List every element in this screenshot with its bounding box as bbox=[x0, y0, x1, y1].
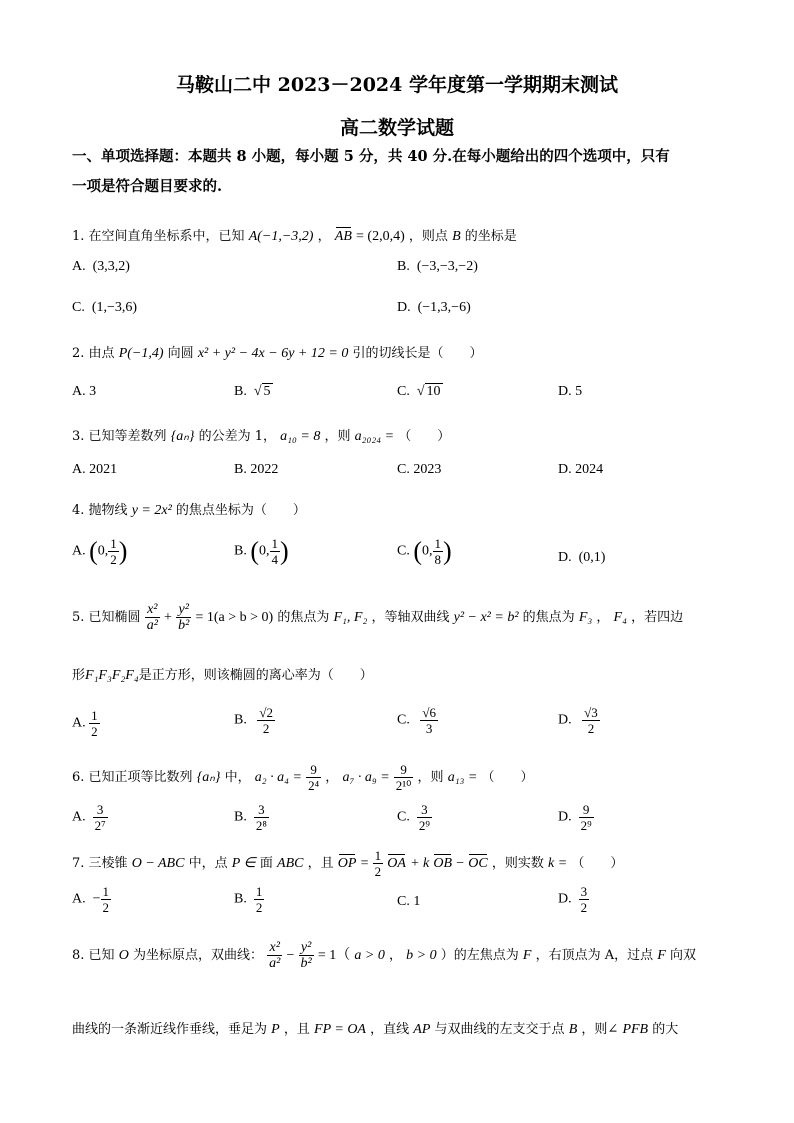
fraction-numerator: √6 bbox=[422, 705, 436, 720]
fraction-numerator: y² bbox=[299, 940, 314, 956]
option-text: 5 bbox=[263, 384, 271, 399]
option-label: C. bbox=[72, 300, 85, 315]
math-expr: P ∈ bbox=[231, 856, 256, 871]
exam-subtitle: 高二数学试题 bbox=[339, 117, 454, 139]
question-5: 5. 已知椭圆 $\frac{\text{x²}}{\text{a²}}$ + $\frac{\text{y²}}{\text{b²}}$ = 1(a > b > 0) 的焦点为 F₁, F₂ ，等轴双曲线 y² − x² = b² 的焦点为 F₃ ， F₄ ，若四边 bbox=[72, 602, 684, 633]
section-heading-line2: 一项是符合题目要求的. bbox=[72, 178, 223, 195]
fraction-numerator: 3 bbox=[580, 884, 588, 899]
fraction-denominator: 2 bbox=[580, 900, 588, 915]
option-7b bbox=[234, 884, 264, 915]
option-label: D. bbox=[558, 809, 572, 825]
math-expr: y² − x² = b² bbox=[453, 610, 519, 625]
fraction-denominator: b² bbox=[300, 956, 312, 971]
option-label: C. bbox=[397, 462, 410, 477]
option-label: B. bbox=[397, 259, 410, 274]
math-expr: − bbox=[456, 856, 465, 871]
question-text: ，且 bbox=[283, 1022, 310, 1037]
math-expr: B bbox=[568, 1022, 578, 1037]
math-expr: a > 0 bbox=[354, 948, 385, 963]
option-3a bbox=[72, 462, 117, 478]
fraction-denominator: 2 bbox=[587, 721, 595, 736]
math-expr: F₄ bbox=[613, 610, 627, 625]
question-text: 三棱锥 bbox=[88, 856, 128, 871]
option-7c bbox=[397, 894, 420, 910]
math-expr: ABC bbox=[277, 856, 304, 871]
option-label: B. bbox=[234, 462, 247, 477]
question-text: 的公差为 1， bbox=[198, 429, 277, 444]
fraction-numerator: 3 bbox=[93, 802, 108, 818]
math-expr: F₁, F₂ bbox=[333, 610, 368, 625]
fraction-denominator: 2¹⁰ bbox=[395, 778, 412, 793]
fraction-denominator: 3 bbox=[425, 721, 433, 736]
question-text: （ ） bbox=[481, 770, 534, 785]
question-5-line2 bbox=[72, 664, 732, 684]
option-1a bbox=[72, 259, 130, 275]
question-text: 的焦点坐标为（ ） bbox=[175, 503, 306, 518]
question-text: ，等轴双曲线 bbox=[371, 610, 450, 625]
question-3 bbox=[72, 425, 732, 445]
math-expr: F bbox=[522, 948, 532, 963]
option-label: D. bbox=[558, 712, 572, 728]
option-text: 10 bbox=[426, 384, 441, 399]
option-5b bbox=[234, 705, 275, 736]
option-text: 3 bbox=[89, 384, 97, 399]
option-label: B. bbox=[234, 543, 247, 559]
fraction-denominator: 2 bbox=[262, 721, 270, 736]
option-text: (3,3,2) bbox=[92, 259, 130, 274]
math-expr: a₁₀ = 8 bbox=[280, 429, 321, 444]
math-expr: O bbox=[118, 948, 129, 963]
option-label: D. bbox=[558, 891, 572, 907]
option-2b: B. √ 5 bbox=[234, 384, 271, 399]
question-text: 中，点 bbox=[188, 856, 228, 871]
exam-title: 马鞍山二中 2023－2024 学年度第一学期期末测试 bbox=[176, 74, 618, 96]
question-text: ， bbox=[596, 610, 610, 625]
question-text: 在空间直角坐标系中，已知 bbox=[88, 229, 245, 244]
option-1d bbox=[397, 300, 471, 316]
question-text: ，则 bbox=[324, 429, 351, 444]
question-number: 5. bbox=[72, 610, 85, 625]
question-text: 形 bbox=[72, 668, 86, 683]
question-8: 8. 已知 O 为坐标原点，双曲线： $\frac{\text{x²}}{\text{a²}}$ − $\frac{\text{y²}}{\text{b²}}$ = 1（ a > 0 ， b > 0 ）的左焦点为 F ，右顶点为 A，过点 F 向双 bbox=[72, 940, 696, 971]
fraction-denominator: 2⁴ bbox=[308, 778, 320, 793]
option-3b bbox=[234, 462, 278, 478]
question-text: ，若四边 bbox=[631, 610, 684, 625]
question-text: 曲线的一条渐近线作垂线，垂足为 bbox=[72, 1022, 268, 1037]
question-text: （ ） bbox=[571, 856, 624, 871]
option-text: 5 bbox=[575, 384, 583, 399]
math-expr: A(−1,−3,2) bbox=[248, 229, 314, 244]
math-expr: a₂₀₂₄ = bbox=[354, 429, 395, 444]
question-text: 引的切线长是（ ） bbox=[352, 346, 483, 361]
option-label: A. bbox=[72, 462, 86, 477]
math-expr: a₂ · a₄ = bbox=[254, 770, 302, 785]
option-label: A. bbox=[72, 259, 86, 274]
option-label: C. bbox=[397, 809, 410, 825]
question-text: 向双 bbox=[669, 948, 696, 963]
fraction-numerator: y² bbox=[176, 602, 191, 618]
math-expr: = 1（ bbox=[317, 948, 351, 963]
option-label: C. bbox=[397, 543, 410, 559]
option-3d bbox=[558, 462, 603, 478]
fraction-numerator: x² bbox=[267, 940, 282, 956]
question-text: 的坐标是 bbox=[464, 229, 517, 244]
question-text: ，则∠ bbox=[581, 1022, 619, 1037]
option-label: C. bbox=[397, 712, 410, 728]
math-expr: k = bbox=[548, 856, 568, 871]
fraction-denominator: 2⁷ bbox=[94, 818, 106, 833]
fraction-denominator: a² bbox=[269, 956, 281, 971]
option-text: 2024 bbox=[575, 462, 604, 477]
option-4a: A. (0, $\frac{1}{2}$ ) bbox=[72, 536, 128, 567]
question-6 bbox=[72, 762, 732, 793]
option-label: A. bbox=[72, 891, 86, 907]
option-1c bbox=[72, 300, 137, 316]
vector-ab: AB bbox=[334, 229, 352, 244]
option-text: 1 bbox=[413, 894, 421, 909]
question-text: 中， bbox=[224, 770, 251, 785]
question-number: 3. bbox=[72, 429, 85, 444]
question-text: 的焦点为 bbox=[277, 610, 330, 625]
option-text: (0,1) bbox=[578, 550, 606, 565]
math-expr: x² + y² − 4x − 6y + 12 = 0 bbox=[197, 346, 349, 361]
question-text: 的大 bbox=[652, 1022, 679, 1037]
question-text: ，直线 bbox=[370, 1022, 410, 1037]
section-heading bbox=[72, 142, 732, 202]
question-text: 是正方形，则该椭圆的离心率为（ ） bbox=[138, 668, 373, 683]
option-label: D. bbox=[397, 300, 411, 315]
math-expr: PFB bbox=[622, 1022, 649, 1037]
math-expr: B bbox=[452, 229, 461, 244]
question-text: 已知等差数列 bbox=[88, 429, 167, 444]
option-text: 0, bbox=[259, 543, 270, 559]
question-text: ， bbox=[325, 770, 339, 785]
question-number: 7. bbox=[72, 856, 85, 871]
question-text: ，则 bbox=[417, 770, 444, 785]
fraction-numerator: 1 bbox=[110, 536, 117, 551]
math-expr: b > 0 bbox=[406, 948, 437, 963]
math-expr: = bbox=[360, 856, 369, 871]
fraction-denominator: 2 bbox=[255, 900, 263, 915]
vector-oc: OC bbox=[468, 856, 488, 871]
option-text: 2021 bbox=[89, 462, 118, 477]
question-text: 已知 bbox=[88, 948, 115, 963]
vector-ob: OB bbox=[433, 856, 453, 871]
option-label: A. bbox=[72, 809, 86, 825]
option-3c bbox=[397, 462, 441, 478]
option-text: − bbox=[92, 891, 101, 907]
fraction-numerator: √2 bbox=[259, 705, 273, 720]
option-label: B. bbox=[234, 712, 247, 728]
option-2a bbox=[72, 384, 96, 400]
option-label: D. bbox=[558, 550, 572, 565]
fraction-denominator: 2⁸ bbox=[255, 818, 267, 833]
math-expr: = (2,0,4) bbox=[356, 229, 405, 244]
option-label: D. bbox=[558, 384, 572, 399]
fraction-numerator: 1 bbox=[102, 884, 110, 899]
question-2 bbox=[72, 342, 732, 362]
question-text: 抛物线 bbox=[88, 503, 128, 518]
question-text: ，则实数 bbox=[491, 856, 544, 871]
option-5c bbox=[397, 705, 438, 736]
question-text: 已知正项等比数列 bbox=[88, 770, 193, 785]
math-expr: P bbox=[271, 1022, 280, 1037]
question-text: ， bbox=[389, 948, 403, 963]
option-label: A. bbox=[72, 715, 86, 731]
question-text: 向圆 bbox=[167, 346, 194, 361]
option-4b: B. (0, $\frac{1}{4}$ ) bbox=[234, 536, 289, 567]
option-6b bbox=[234, 802, 269, 833]
question-number: 1. bbox=[72, 229, 85, 244]
question-text: （ ） bbox=[398, 429, 451, 444]
option-2c: C. √ 10 bbox=[397, 384, 441, 399]
math-expr: = 1(a > b > 0) bbox=[195, 610, 274, 625]
option-7a bbox=[72, 884, 111, 915]
math-expr: FP = OA bbox=[314, 1022, 366, 1037]
math-expr: + k bbox=[410, 856, 430, 871]
fraction-denominator: a² bbox=[146, 618, 158, 633]
option-7d bbox=[558, 884, 589, 915]
fraction-numerator: 1 bbox=[374, 848, 382, 863]
question-text: 为坐标原点，双曲线： bbox=[132, 948, 263, 963]
option-6a bbox=[72, 802, 108, 833]
option-text: 0, bbox=[422, 543, 433, 559]
math-expr: F₃ bbox=[578, 610, 593, 625]
question-text: 由点 bbox=[88, 346, 115, 361]
fraction-denominator: 4 bbox=[271, 552, 279, 567]
section-heading-line1: 一、单项选择题：本题共 8 小题，每小题 5 分，共 40 分.在每小题给出的四个选项中，只有 bbox=[72, 148, 670, 165]
vector-op: OP bbox=[337, 856, 357, 871]
fraction-denominator: 8 bbox=[434, 552, 442, 567]
option-label: B. bbox=[234, 809, 247, 825]
fraction-denominator: 2 bbox=[374, 864, 382, 879]
option-label: A. bbox=[72, 543, 86, 559]
question-number: 6. bbox=[72, 770, 85, 785]
question-text: 已知椭圆 bbox=[88, 610, 141, 625]
question-text: ）的左焦点为 bbox=[440, 948, 519, 963]
option-2d bbox=[558, 384, 582, 400]
option-label: A. bbox=[72, 384, 86, 399]
question-1 bbox=[72, 225, 732, 245]
question-number: 8. bbox=[72, 948, 85, 963]
option-text: (−1,3,−6) bbox=[417, 300, 471, 315]
math-expr: {aₙ} bbox=[196, 770, 221, 785]
fraction-numerator: 1 bbox=[434, 536, 442, 551]
option-5a bbox=[72, 708, 100, 739]
fraction-denominator: 2 bbox=[91, 724, 98, 739]
question-text: ， bbox=[317, 229, 331, 244]
vector-oa: OA bbox=[387, 856, 406, 871]
fraction-numerator: 1 bbox=[255, 884, 263, 899]
option-5d bbox=[558, 705, 600, 736]
fraction-numerator: √3 bbox=[584, 705, 598, 720]
option-label: D. bbox=[558, 462, 572, 477]
option-4d bbox=[558, 550, 605, 566]
option-6d bbox=[558, 802, 594, 833]
fraction-numerator: 3 bbox=[417, 802, 432, 818]
fraction-numerator: 1 bbox=[91, 708, 98, 723]
question-7 bbox=[72, 848, 732, 879]
question-text: 的焦点为 bbox=[522, 610, 575, 625]
question-number: 4. bbox=[72, 503, 85, 518]
math-expr: AP bbox=[413, 1022, 431, 1037]
math-expr: P(−1,4) bbox=[118, 346, 164, 361]
fraction-numerator: 9 bbox=[579, 802, 594, 818]
option-text: 2023 bbox=[413, 462, 442, 477]
option-text: (1,−3,6) bbox=[91, 300, 138, 315]
math-expr: a₁₃ = bbox=[447, 770, 478, 785]
question-number: 2. bbox=[72, 346, 85, 361]
fraction-denominator: 2 bbox=[110, 552, 117, 567]
question-text: ，且 bbox=[307, 856, 334, 871]
question-text: ，右顶点为 A，过点 bbox=[535, 948, 654, 963]
fraction-numerator: x² bbox=[145, 602, 160, 618]
option-4c: C. (0, $\frac{1}{8}$ ) bbox=[397, 536, 452, 567]
question-text: 面 bbox=[259, 856, 273, 871]
option-text: 0, bbox=[97, 543, 109, 559]
math-expr: {aₙ} bbox=[170, 429, 195, 444]
fraction-denominator: 2⁹ bbox=[580, 818, 592, 833]
math-expr: a₇ · a₉ = bbox=[342, 770, 390, 785]
fraction-numerator: 3 bbox=[254, 802, 269, 818]
math-expr: F₁F₃F₂F₄ bbox=[85, 668, 139, 683]
option-label: B. bbox=[234, 891, 247, 907]
question-text: ，则点 bbox=[408, 229, 448, 244]
option-1b bbox=[397, 259, 478, 275]
option-6c bbox=[397, 802, 432, 833]
option-text: 2022 bbox=[250, 462, 279, 477]
option-label: C. bbox=[397, 894, 410, 909]
question-4 bbox=[72, 499, 732, 519]
fraction-numerator: 9 bbox=[306, 762, 321, 778]
question-text: 与双曲线的左支交于点 bbox=[434, 1022, 565, 1037]
math-expr: F bbox=[657, 948, 666, 963]
fraction-denominator: 2⁹ bbox=[418, 818, 430, 833]
fraction-denominator: b² bbox=[178, 618, 190, 633]
option-label: C. bbox=[397, 384, 410, 399]
fraction-denominator: 2 bbox=[102, 900, 110, 915]
fraction-numerator: 9 bbox=[394, 762, 414, 778]
question-8-line2 bbox=[72, 1018, 732, 1038]
option-text: (−3,−3,−2) bbox=[416, 259, 478, 274]
option-label: B. bbox=[234, 384, 247, 399]
math-expr: y = 2x² bbox=[131, 503, 172, 518]
fraction-numerator: 1 bbox=[271, 536, 279, 551]
math-expr: O − ABC bbox=[131, 856, 185, 871]
